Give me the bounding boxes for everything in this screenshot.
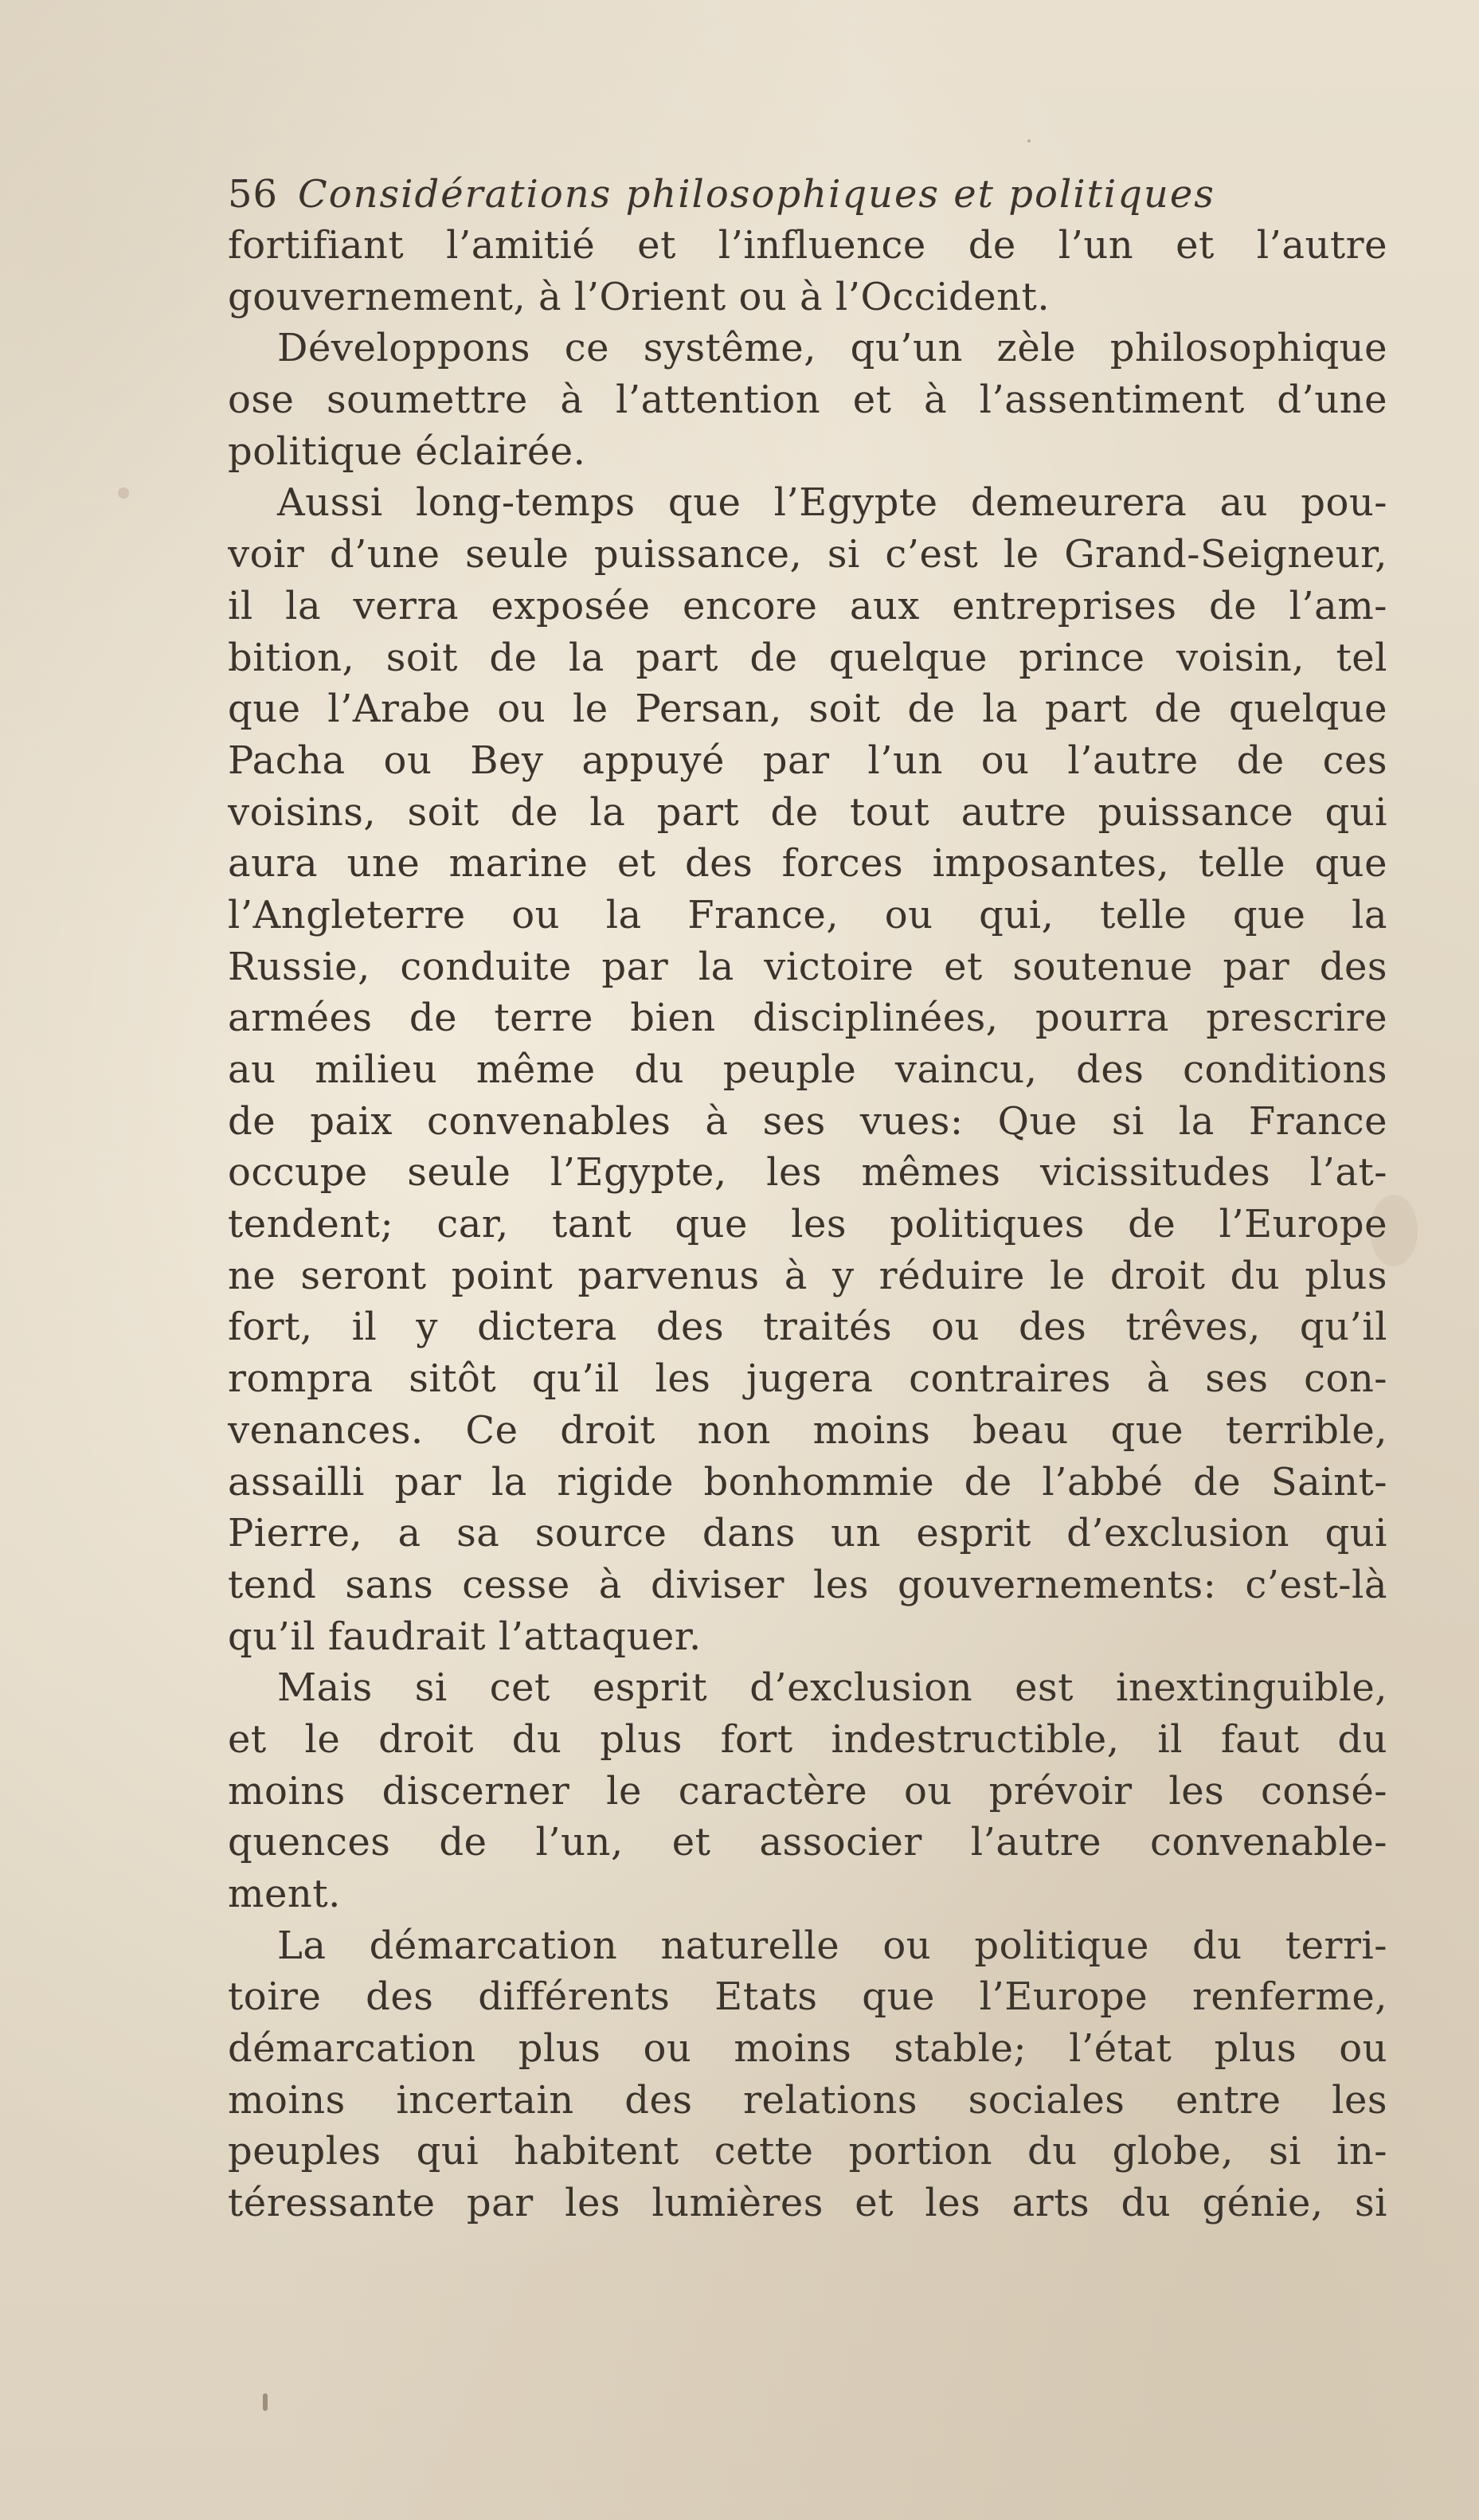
text-line: fortifiant l’amitié et l’influence de l’un et l’autre: [228, 223, 1387, 268]
text-line: aura une marine et des forces imposantes, telle que: [228, 841, 1387, 886]
text-line: venances. Ce droit non moins beau que terrible,: [228, 1407, 1387, 1453]
text-line: peuples qui habitent cette portion du globe, si in-: [228, 2129, 1387, 2174]
text-line: Pacha ou Bey appuyé par l’un ou l’autre de ces: [228, 738, 1387, 783]
text-line: quences de l’un, et associer l’autre convenable-: [228, 1820, 1387, 1865]
text-line: Pierre, a sa source dans un esprit d’exclusion qui: [228, 1511, 1387, 1556]
text-line: il la verra exposée encore aux entreprises de l’am-: [228, 583, 1387, 628]
running-title: Considérations philosophiques et politiques: [298, 172, 1215, 217]
text-line: Développons ce systême, qu’un zèle philosophique: [277, 326, 1387, 371]
text-line: rompra sitôt qu’il les jugera contraires à ses con-: [228, 1356, 1387, 1402]
text-line: au milieu même du peuple vaincu, des conditions: [228, 1047, 1387, 1092]
running-header: [228, 169, 1387, 220]
text-line: tend sans cesse à diviser les gouvernements: c’est-là: [228, 1562, 1387, 1607]
text-line: moins discerner le caractère ou prévoir les consé-: [228, 1768, 1387, 1814]
text-line: et le droit du plus fort indestructible, il faut du: [228, 1716, 1387, 1762]
text-line: ne seront point parvenus à y réduire le droit du plus: [228, 1253, 1387, 1298]
text-line: l’Angleterre ou la France, ou qui, telle que la: [228, 892, 1387, 937]
text-line: voisins, soit de la part de tout autre puissance qui: [228, 789, 1387, 835]
text-line: occupe seule l’Egypte, les mêmes vicissitudes l’at-: [228, 1150, 1387, 1195]
text-line: téressante par les lumières et les arts du génie, si: [228, 2181, 1387, 2226]
text-line: que l’Arabe ou le Persan, soit de la part de quelque: [228, 687, 1387, 732]
text-line: qu’il faudrait l’attaquer.: [228, 1614, 702, 1659]
text-line: armées de terre bien disciplinées, pourra prescrire: [228, 996, 1387, 1041]
text-line: assailli par la rigide bonhommie de l’abbé de Saint-: [228, 1459, 1387, 1505]
paper-stain: [1027, 139, 1031, 143]
text-line: ose soumettre à l’attention et à l’assentiment d’une: [228, 378, 1387, 423]
text-line: La démarcation naturelle ou politique du terri-: [277, 1923, 1387, 1968]
text-line: Aussi long-temps que l’Egypte demeurera au pou-: [277, 480, 1387, 526]
text-line: toire des différents Etats que l’Europe renferme,: [228, 1974, 1387, 2020]
text-line: démarcation plus ou moins stable; l’état plus ou: [228, 2026, 1387, 2072]
text-block: [228, 169, 1387, 2229]
text-line: voir d’une seule puissance, si c’est le Grand-Seigneur,: [228, 532, 1387, 577]
text-line: bition, soit de la part de quelque prince voisin, tel: [228, 635, 1387, 680]
page-number: 56: [228, 172, 279, 217]
text-line: politique éclairée.: [228, 428, 586, 474]
paper-stain: [263, 2393, 268, 2411]
text-line: Russie, conduite par la victoire et soutenue par des: [228, 944, 1387, 989]
text-line: Mais si cet esprit d’exclusion est inextinguible,: [277, 1665, 1387, 1711]
text-line: gouvernement, à l’Orient ou à l’Occident.: [228, 274, 1051, 319]
text-line: fort, il y dictera des traités ou des trêves, qu’il: [228, 1305, 1387, 1350]
text-line: tendent; car, tant que les politiques de l’Europe: [228, 1202, 1387, 1247]
text-line: ment.: [228, 1872, 341, 1916]
text-line: moins incertain des relations sociales entre les: [228, 2077, 1387, 2123]
text-line: de paix convenables à ses vues: Que si la France: [228, 1098, 1387, 1144]
paper-stain: [118, 487, 129, 499]
